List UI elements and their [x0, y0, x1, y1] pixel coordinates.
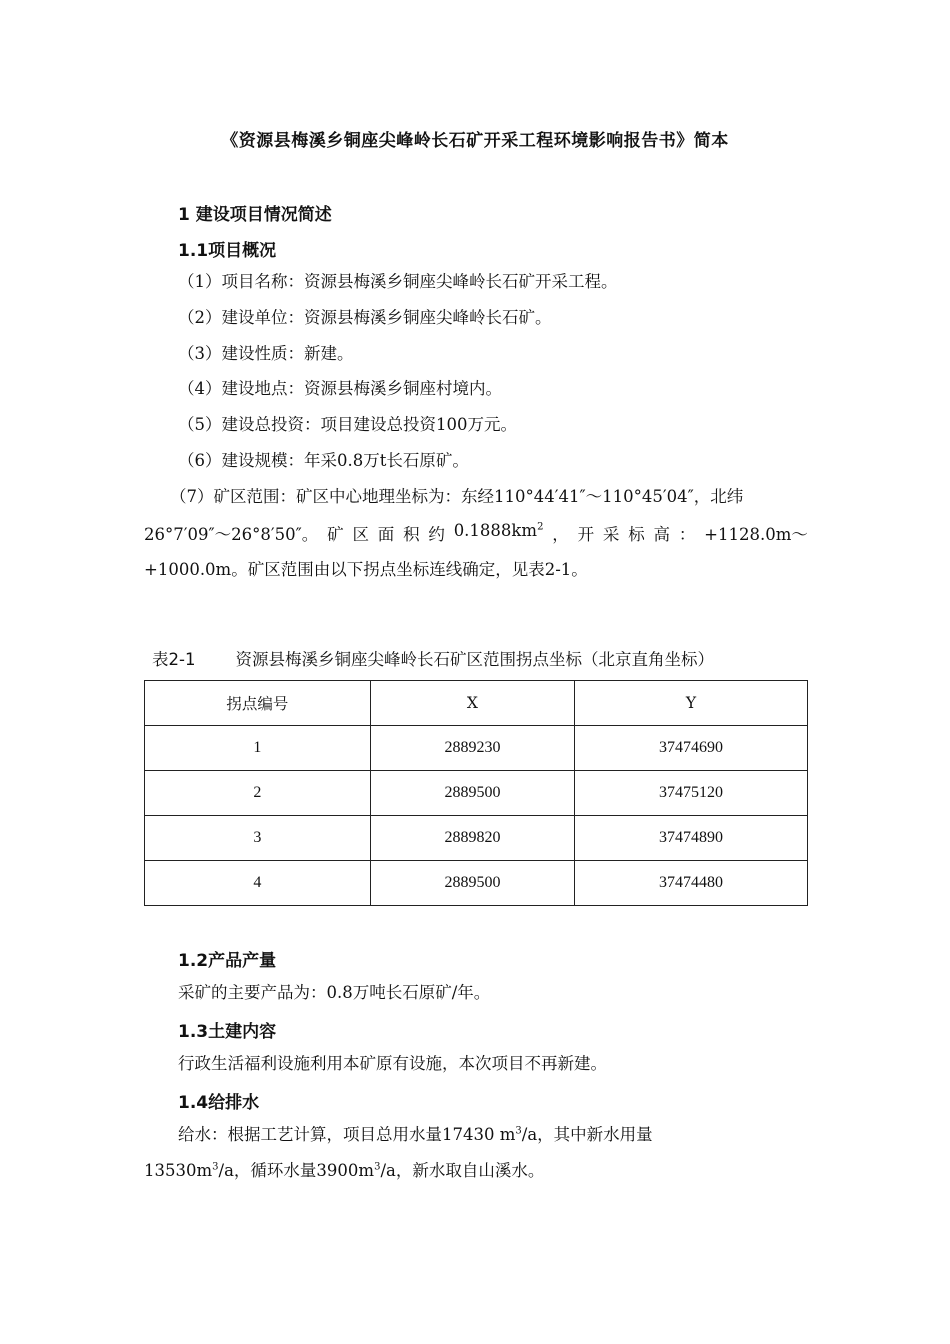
section-1-3-text: 行政生活福利设施利用本矿原有设施，本次项目不再新建。 [178, 1054, 607, 1073]
table-cell: 2889230 [370, 726, 574, 771]
table-caption [152, 646, 714, 670]
table-cell: 2889500 [370, 861, 574, 906]
table-cell: 37474690 [575, 726, 808, 771]
water-supply-line-2: $13530m^3/a$，循环水量$3900m^3/a$，新水取自山溪水。 [144, 1161, 545, 1180]
section-1-2-heading: 1.2产品产量 [178, 951, 277, 971]
item-2: （2）建设单位：资源县梅溪乡铜座尖峰岭长石矿。 [178, 308, 552, 327]
item-7-text: ， [552, 525, 569, 544]
document-title: 《资源县梅溪乡铜座尖峰岭长石矿开采工程环境影响报告书》简本 [221, 131, 729, 151]
item-6: （6）建设规模：年采0.8万t长石原矿。 [178, 451, 469, 470]
item-7-text: ： [678, 525, 696, 544]
coordinates-table [144, 680, 808, 906]
item-1: （1）项目名称：资源县梅溪乡铜座尖峰岭长石矿开采工程。 [178, 272, 618, 291]
table-cell: 3 [145, 816, 371, 861]
item-7-text: 区 [352, 525, 369, 544]
item-5: （5）建设总投资：项目建设总投资100万元。 [178, 415, 517, 434]
section-1-3-heading: 1.3土建内容 [178, 1022, 277, 1042]
water-supply-line-1: 给水：根据工艺计算，项目总用水量17430 $m^3/a$，其中新水用量 [178, 1125, 653, 1144]
item-7-text: 标 [628, 525, 645, 544]
table-caption-label: 表2-1 [152, 650, 196, 669]
section-1-1-heading: 1.1项目概况 [178, 241, 277, 261]
table-cell: 4 [145, 861, 371, 906]
item-7-area: $0.1888km^2$ [453, 521, 544, 540]
table-cell: 37474890 [575, 816, 808, 861]
item-7-text: 约 [428, 525, 445, 544]
table-cell: 37475120 [575, 771, 808, 816]
table-cell: 37474480 [575, 861, 808, 906]
item-7-text: 面 [377, 525, 395, 544]
item-7-line-2 [144, 521, 808, 545]
section-1-4-heading: 1.4给排水 [178, 1093, 260, 1113]
table-cell: 2 [145, 771, 371, 816]
table-caption-text: 资源县梅溪乡铜座尖峰岭长石矿区范围拐点坐标（北京直角坐标） [235, 650, 714, 669]
item-7-text: 开 [577, 525, 595, 544]
item-7-text: 矿 [327, 525, 344, 544]
table-cell: 2889500 [370, 771, 574, 816]
table-header-cell: X [370, 681, 574, 726]
table-row [145, 771, 808, 816]
item-7-text: 采 [602, 525, 620, 544]
table-row [145, 726, 808, 771]
item-7-text: +1128.0m～ [704, 525, 808, 544]
table-header-cell: 拐点编号 [145, 681, 371, 726]
item-7-line-3: +1000.0m。矿区范围由以下拐点坐标连线确定，见表2-1。 [144, 560, 588, 579]
item-7-text: 积 [403, 525, 420, 544]
section-1-heading: 1 建设项目情况简述 [178, 205, 332, 225]
item-7-text: 高 [653, 525, 671, 544]
table-header-row [145, 681, 808, 726]
item-3: （3）建设性质：新建。 [178, 344, 354, 363]
table-row [145, 861, 808, 906]
item-4: （4）建设地点：资源县梅溪乡铜座村境内。 [178, 379, 502, 398]
table-row [145, 816, 808, 861]
item-7-text: 26°7′09″～26°8′50″。 [144, 525, 319, 544]
section-1-2-text: 采矿的主要产品为：0.8万吨长石原矿/年。 [178, 983, 491, 1002]
table-cell: 1 [145, 726, 371, 771]
table-cell: 2889820 [370, 816, 574, 861]
table-header-cell: Y [575, 681, 808, 726]
item-7-line-1: （7）矿区范围：矿区中心地理坐标为：东经110°44′41″～110°45′04″，北纬 [170, 487, 744, 506]
